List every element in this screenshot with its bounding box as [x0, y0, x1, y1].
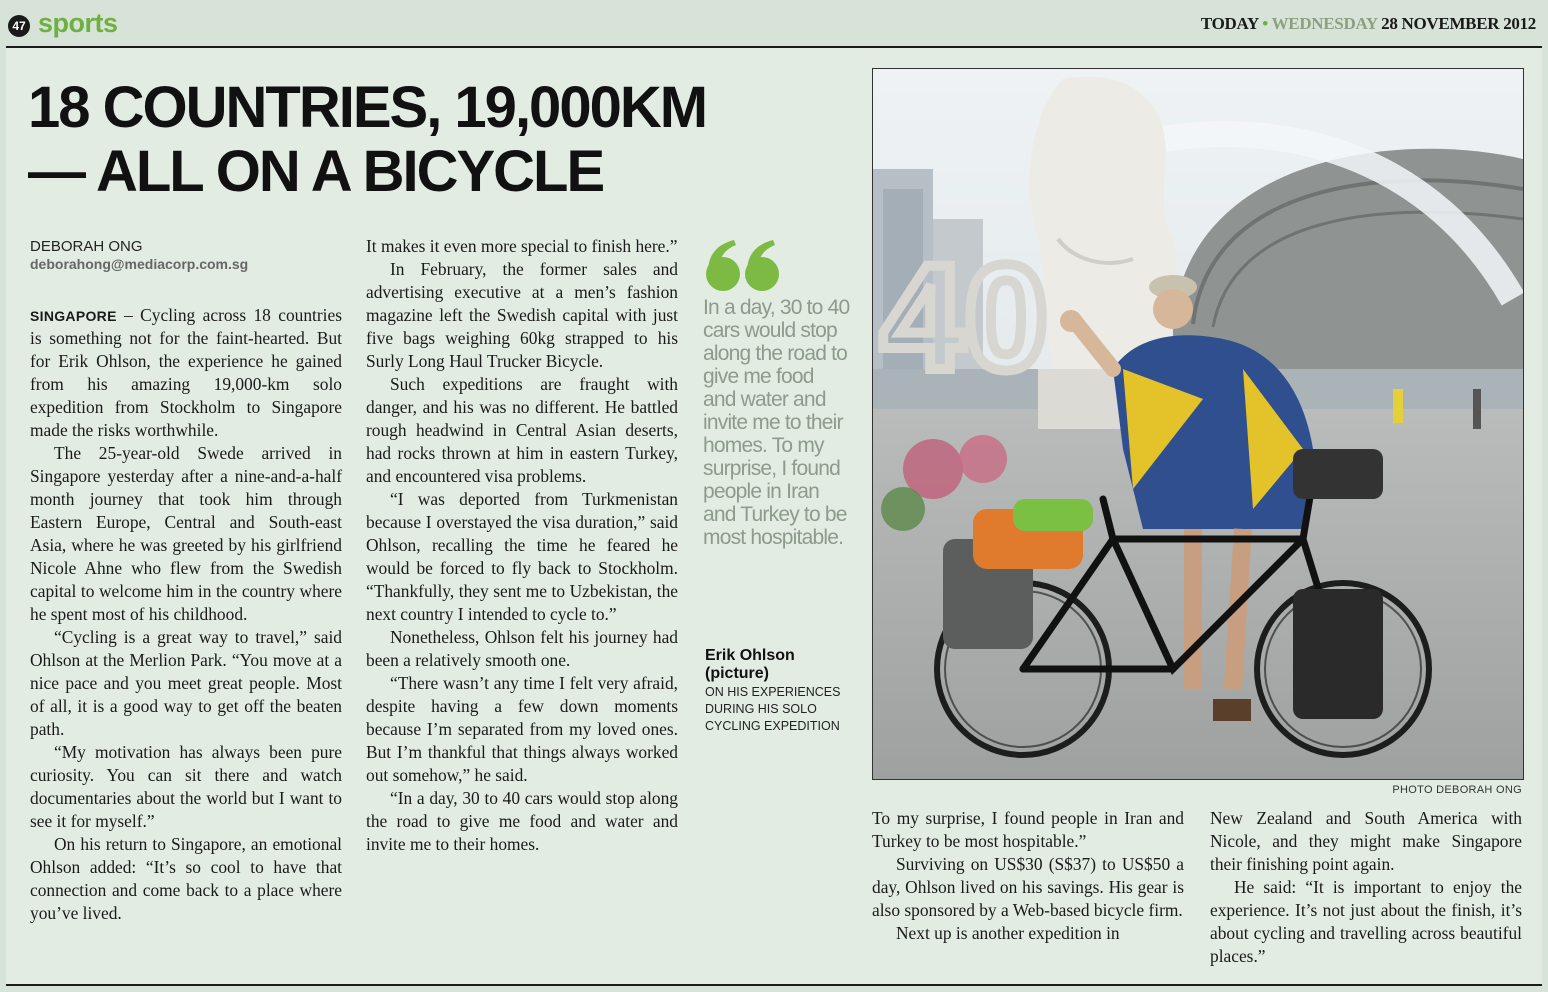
dateline-separator: •: [1262, 14, 1268, 33]
article-column-2: [366, 235, 678, 856]
photo-illustration: [873, 69, 1523, 779]
article-paragraph: Nonetheless, Ohlson felt his journey had been a relatively smooth one.: [366, 627, 678, 670]
article-paragraph: On his return to Singapore, an emotional Ohlson added: “It’s so cool to have that connection and come back to a place where you’ve lived.: [30, 834, 342, 923]
article-paragraph: Surviving on US$30 (S$37) to US$50 a day, Ohlson lived on his savings. His gear is also sponsored by a Web-based bicycle firm.: [872, 854, 1184, 920]
article-paragraph: It makes it even more special to finish here.”: [366, 236, 678, 256]
article-paragraph: “My motivation has always been pure curiosity. You can sit there and watch documentaries about the world but I want to see it for myself.”: [30, 742, 342, 831]
headline: [28, 76, 858, 204]
article-paragraph: To my surprise, I found people in Iran and Turkey to be most hospitable.”: [872, 808, 1184, 851]
article-paragraph: The 25-year-old Swede arrived in Singapore yesterday after a nine-and-a-half month journey that took him through Eastern Europe, Central and South-east Asia, where he was greeted by his girlfriend Nicole Ahne who flew from the Swedish capital to welcome him in the country where he spent most of his childhood.: [30, 443, 342, 624]
pull-quote: In a day, 30 to 40 cars would stop along the road to give me food and water and invite me to their homes. To my surprise, I found people in Iran and Turkey to be most hospitable.: [703, 296, 850, 549]
article-paragraph: In February, the former sales and advertising executive at a men’s fashion magazine left the Swedish capital with just five bags weighing 60kg strapped to his Surly Long Haul Trucker Bicycle.: [366, 259, 678, 371]
footer-rule: [6, 984, 1542, 986]
article-photo: [872, 68, 1524, 780]
article-dateline: SINGAPORE: [30, 308, 117, 324]
article-paragraph: Such expeditions are fraught with danger, and his was no different. He battled rough headwind in Central Asian deserts, had rocks thrown at him in eastern Turkey, and encountered visa problems.: [366, 374, 678, 486]
dateline-weekday: WEDNESDAY: [1271, 14, 1378, 33]
dateline-date: 28 NOVEMBER 2012: [1381, 14, 1536, 33]
article-paragraph: “Cycling is a great way to travel,” said Ohlson at the Merlion Park. “You move at a nice pace and you meet great people. Most of all, it is a good way to get off the beaten path.: [30, 627, 342, 739]
article-paragraph: “I was deported from Turkmenistan because I overstayed the visa duration,” said Ohlson, recalling the time he feared he would be forced to fly back to Stockholm. “Thankfully, they sent me to Uzbekistan, the next country I intended to cycle to.”: [366, 489, 678, 624]
article-paragraph: SINGAPORE – Cycling across 18 countries is something not for the faint-hearted. But for Erik Ohlson, the experience he gained from his amazing 19,000-km solo expedition from Stockholm to Singapore made the risks worthwhile.: [30, 305, 342, 440]
article-paragraph: “In a day, 30 to 40 cars would stop along the road to give me food and water and invite me to their homes.: [366, 788, 678, 854]
headline-line-1: 18 COUNTRIES, 19,000KM: [28, 75, 707, 140]
section-name: sports: [38, 8, 118, 38]
article-column-3: [872, 807, 1184, 945]
pull-quote-attribution: Erik Ohlson (picture): [705, 647, 795, 682]
pull-quote-description: ON HIS EXPERIENCES DURING HIS SOLO CYCLING EXPEDITION: [705, 685, 841, 733]
page-number-badge: 47: [8, 15, 30, 37]
byline-email: deborahong@mediacorp.com.sg: [30, 256, 249, 272]
article-column-1: [30, 304, 342, 925]
paper-name: TODAY: [1200, 14, 1259, 33]
quote-mark-icon: [704, 238, 782, 292]
article-paragraph: Next up is another expedition in: [896, 923, 1120, 943]
photo-sign-40: 40: [881, 233, 1048, 401]
article-paragraph: He said: “It is important to enjoy the experience. It’s not just about the finish, it’s about cycling and travelling across beautiful places.”: [1210, 877, 1522, 966]
photo-credit: PHOTO DEBORAH ONG: [1392, 784, 1522, 796]
byline-author: DEBORAH ONG: [30, 238, 143, 255]
article-paragraph: “There wasn’t any time I felt very afraid, despite having a few down moments because I’m separated from my loved ones. But I’m thankful that things always worked out somehow,” he said.: [366, 673, 678, 785]
publication-dateline: [1201, 14, 1536, 34]
article-paragraph: New Zealand and South America with Nicole, and they might make Singapore their finishing point again.: [1210, 808, 1522, 874]
headline-line-2: — ALL ON A BICYCLE: [28, 139, 604, 204]
article-column-4: [1210, 807, 1522, 968]
